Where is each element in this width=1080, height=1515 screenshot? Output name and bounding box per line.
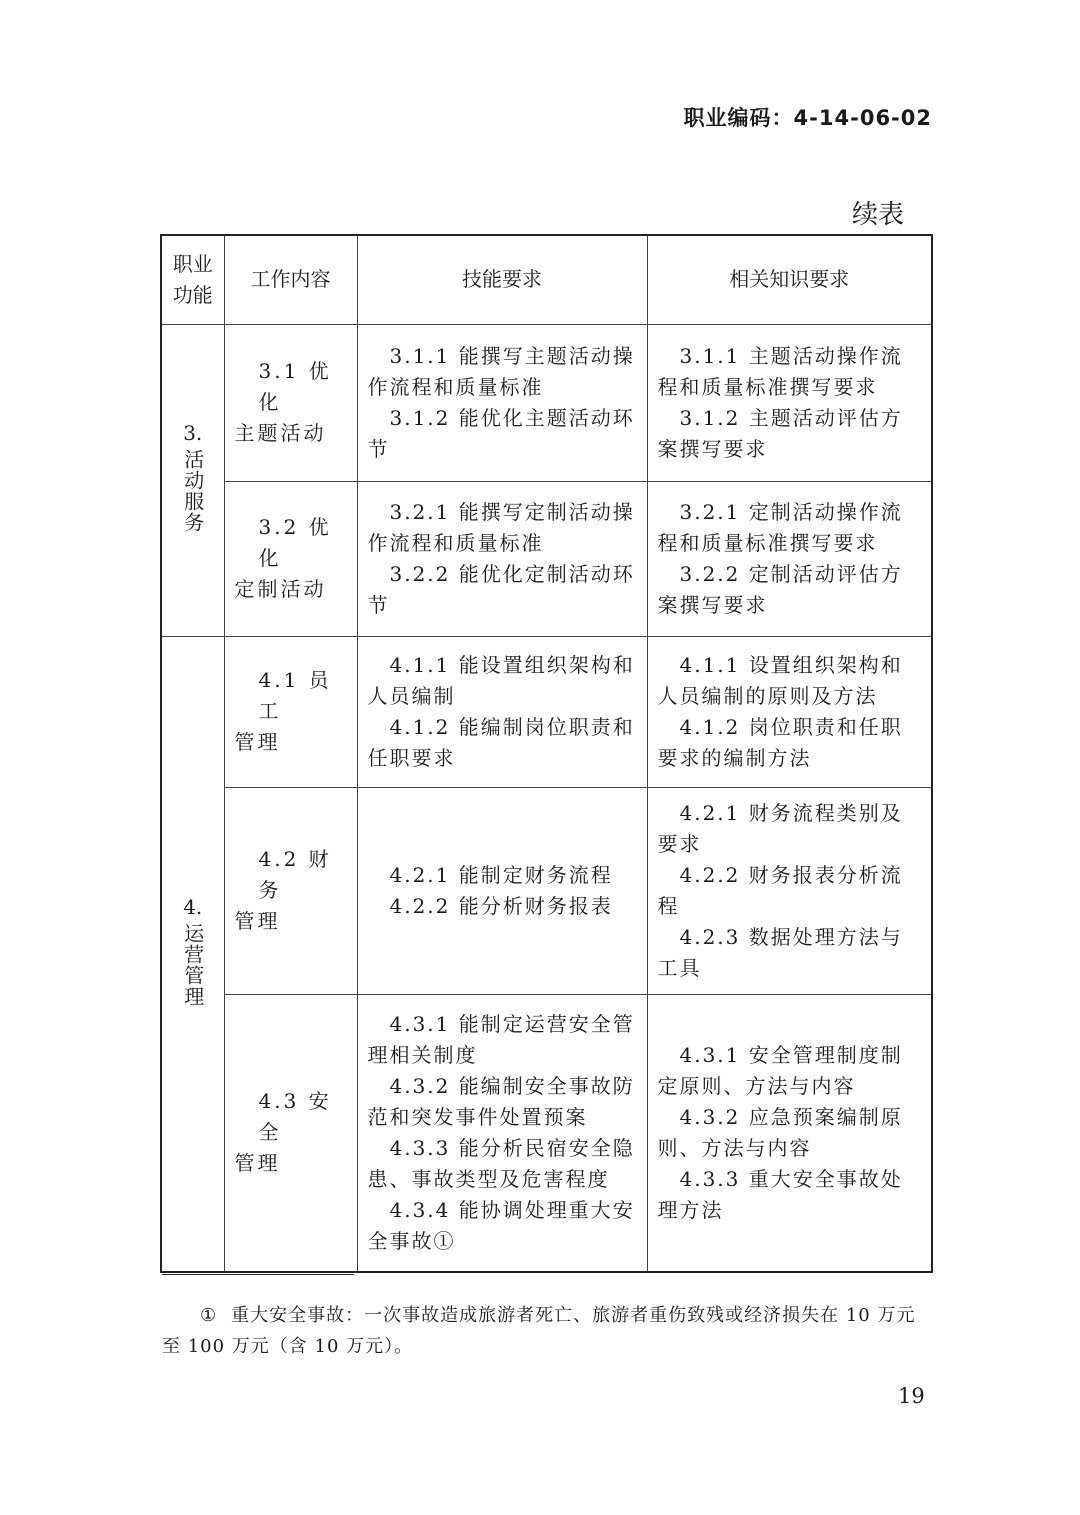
knowledge-item: 4.1.2 岗位职责和任职要求的编制方法: [657, 714, 903, 770]
header-skills: 技能要求: [357, 235, 647, 324]
header-knowledge: 相关知识要求: [647, 235, 932, 324]
skill-item: 3.1.2 能优化主题活动环节: [367, 405, 635, 461]
skills-cell: [357, 636, 647, 787]
skill-item: 4.1.1 能设置组织架构和人员编制: [367, 652, 635, 708]
content-number: 3.1 优化: [258, 359, 332, 414]
skills-table: [160, 234, 933, 1273]
knowledge-item: 4.3.1 安全管理制度制定原则、方法与内容: [657, 1042, 903, 1098]
table-row: [161, 324, 932, 481]
content-cell: [224, 636, 357, 787]
content-number: 4.1 员工: [258, 668, 332, 723]
table-row: [161, 636, 932, 787]
skill-item: 4.1.2 能编制岗位职责和任职要求: [367, 714, 635, 770]
footnote: [162, 1300, 934, 1362]
skill-item: 4.2.2 能分析财务报表: [389, 893, 613, 918]
occupation-code: 职业编码：4-14-06-02: [683, 106, 932, 130]
knowledge-cell: [647, 481, 932, 636]
content-cell: [224, 324, 357, 481]
footnote-text: 重大安全事故：一次事故造成旅游者死亡、旅游者重伤致残或经济损失在 10 万元至 100 万元（含 10 万元）。: [162, 1305, 916, 1357]
table-row: [161, 481, 932, 636]
content-number: 3.2 优化: [258, 515, 332, 570]
skill-item: 3.1.1 能撰写主题活动操作流程和质量标准: [367, 343, 635, 399]
skill-item: 3.2.1 能撰写定制活动操作流程和质量标准: [367, 499, 635, 555]
content-name: 主题活动: [234, 421, 327, 445]
content-cell: [224, 994, 357, 1272]
function-name: 活动服务: [180, 449, 205, 533]
content-number: 4.3 安全: [258, 1089, 332, 1145]
knowledge-item: 4.2.1 财务流程类别及要求: [657, 800, 903, 856]
knowledge-item: 3.2.2 定制活动评估方案撰写要求: [657, 561, 903, 617]
skill-item: 3.2.2 能优化定制活动环节: [367, 561, 635, 617]
knowledge-cell: [647, 787, 932, 994]
content-name: 管理: [234, 909, 281, 933]
skill-item: 4.3.1 能制定运营安全管理相关制度: [367, 1011, 635, 1067]
footnote-divider: [162, 1274, 354, 1275]
knowledge-cell: [647, 636, 932, 787]
skills-cell: [357, 787, 647, 994]
function-number: 3.: [183, 421, 203, 445]
function-cell: [161, 324, 224, 636]
skill-item: 4.3.3 能分析民宿安全隐患、事故类型及危害程度: [367, 1135, 635, 1191]
knowledge-item: 3.1.2 主题活动评估方案撰写要求: [657, 405, 903, 461]
content-number: 4.2 财务: [258, 847, 332, 902]
skills-cell: [357, 994, 647, 1272]
header-function: 职业功能: [161, 235, 224, 324]
footnote-mark: ①: [200, 1305, 218, 1326]
skill-item: 4.3.2 能编制安全事故防范和突发事件处置预案: [367, 1073, 635, 1129]
table-header-row: [161, 235, 932, 324]
page-number: 19: [898, 1384, 925, 1408]
knowledge-item: 3.2.1 定制活动操作流程和质量标准撰写要求: [657, 499, 903, 555]
content-cell: [224, 481, 357, 636]
table-row: [161, 994, 932, 1272]
header-content: 工作内容: [224, 235, 357, 324]
knowledge-item: 4.1.1 设置组织架构和人员编制的原则及方法: [657, 652, 903, 708]
continued-table-label: 续表: [852, 200, 905, 230]
skills-cell: [357, 481, 647, 636]
knowledge-item: 4.2.2 财务报表分析流程: [657, 862, 903, 918]
knowledge-item: 3.1.1 主题活动操作流程和质量标准撰写要求: [657, 343, 903, 399]
table-row: [161, 787, 932, 994]
content-cell: [224, 787, 357, 994]
content-name: 管理: [234, 730, 281, 754]
function-number: 4.: [183, 894, 203, 919]
content-name: 管理: [234, 1151, 281, 1176]
knowledge-item: 4.3.2 应急预案编制原则、方法与内容: [657, 1104, 903, 1160]
knowledge-item: 4.2.3 数据处理方法与工具: [657, 924, 903, 980]
skill-item: 4.2.1 能制定财务流程: [389, 862, 613, 887]
knowledge-item: 4.3.3 重大安全事故处理方法: [657, 1166, 903, 1222]
function-cell: [161, 636, 224, 1272]
content-name: 定制活动: [234, 577, 327, 601]
skills-cell: [357, 324, 647, 481]
function-name: 运营管理: [180, 922, 205, 1007]
skill-item: 4.3.4 能协调处理重大安全事故①: [367, 1197, 635, 1253]
knowledge-cell: [647, 994, 932, 1272]
knowledge-cell: [647, 324, 932, 481]
